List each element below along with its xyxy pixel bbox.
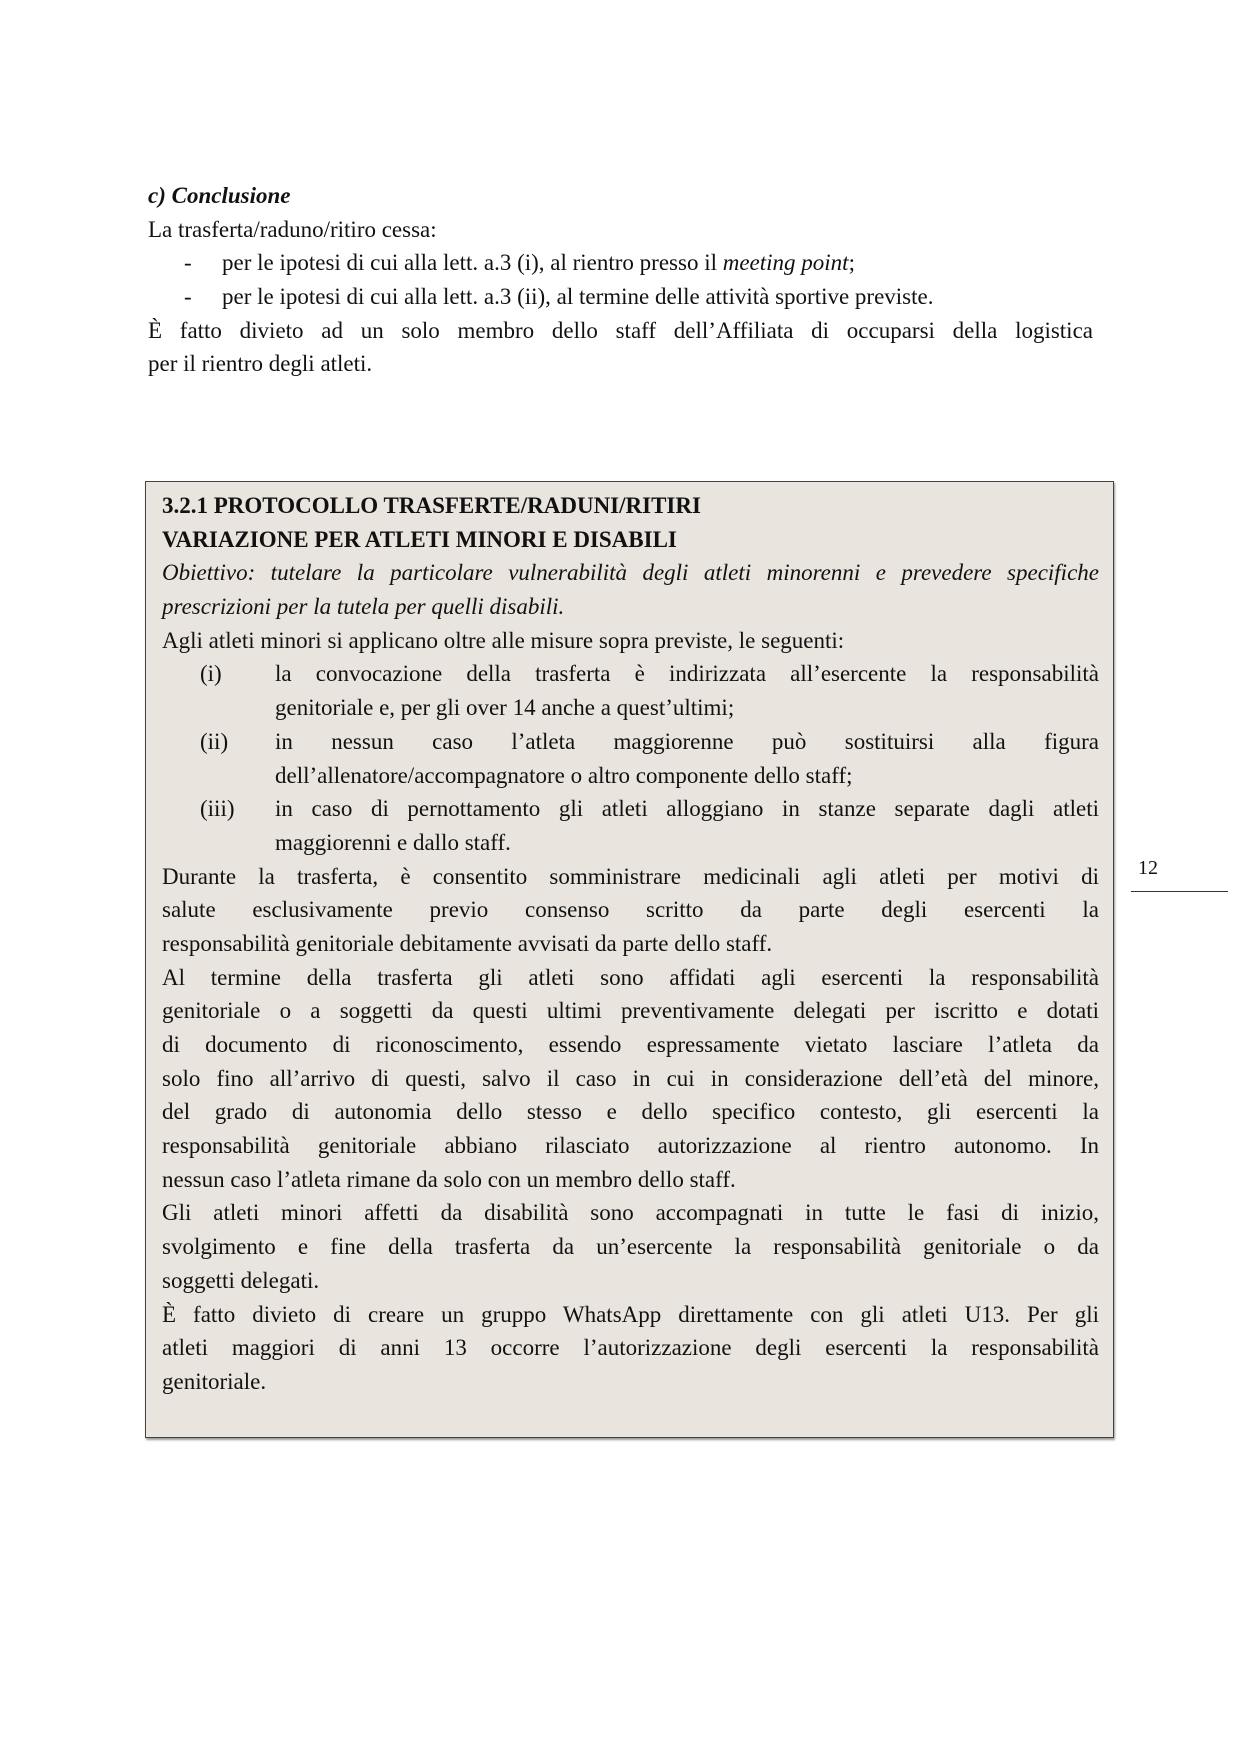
- item-text: [275, 657, 1099, 724]
- paragraph: [162, 1196, 1099, 1297]
- paragraph-line: responsabilità genitoriale debitamente avvisati da parte dello staff.: [162, 930, 773, 956]
- box-title: 3.2.1 PROTOCOLLO TRASFERTE/RADUNI/RITIRI: [162, 493, 701, 518]
- dash-marker: -: [184, 250, 192, 276]
- paragraph-line: È fatto divieto di creare un gruppo WhatsApp direttamente con gli atleti U13. Per gli: [162, 1301, 1099, 1327]
- section-heading: c) Conclusione: [148, 183, 291, 208]
- conclusion-section: [148, 179, 1093, 381]
- dash-marker: -: [184, 284, 192, 310]
- paragraph: [162, 1298, 1099, 1399]
- bullet-text: [222, 280, 933, 314]
- item-line: in caso di pernottamento gli atleti alloggiano in stanze separate dagli atleti: [275, 796, 1099, 822]
- item-line: la convocazione della trasferta è indirizzata all’esercente la responsabilità: [275, 661, 1099, 687]
- paragraph-line: Al termine della trasferta gli atleti sono affidati agli esercenti la responsabilità: [162, 964, 1099, 990]
- paragraph-line: del grado di autonomia dello stesso e dello specifico contesto, gli esercenti la: [162, 1099, 1099, 1125]
- paragraph: [162, 961, 1099, 1197]
- paragraph-line: responsabilità genitoriale abbiano rilasciato autorizzazione al rientro autonomo. In: [162, 1133, 1099, 1159]
- paragraph-line: di documento di riconoscimento, essendo espressamente vietato lasciare l’atleta da: [162, 1032, 1099, 1057]
- paragraph-line: salute esclusivamente previo consenso scritto da parte degli esercenti la: [162, 897, 1099, 923]
- list-item: [162, 792, 1099, 859]
- intro-text: La trasferta/raduno/ritiro cessa:: [148, 216, 437, 242]
- bullet-text-main: per le ipotesi di cui alla lett. a.3 (i), al rientro presso il: [222, 250, 723, 276]
- protocol-box: [145, 481, 1114, 1438]
- objective-line: Obiettivo: tutelare la particolare vulnerabilità degli atleti minorenni e prevedere specifiche: [162, 560, 1099, 586]
- item-text: [275, 725, 1099, 792]
- item-line: dell’allenatore/accompagnatore o altro componente dello staff;: [275, 762, 853, 788]
- paragraph-line: soggetti delegati.: [162, 1267, 320, 1293]
- bullet-text-main: per le ipotesi di cui alla lett. a.3 (ii), al termine delle attività sportive previste.: [222, 284, 934, 310]
- paragraph-line: nessun caso l’atleta rimane da solo con un membro dello staff.: [162, 1166, 736, 1192]
- closing-line: per il rientro degli atleti.: [148, 351, 373, 377]
- bullet-text: [222, 246, 855, 280]
- item-line: maggiorenni e dallo staff.: [275, 829, 511, 855]
- bullet-text-italic: meeting point: [722, 250, 849, 276]
- item-label: (ii): [200, 728, 229, 754]
- item-text: [275, 792, 1099, 859]
- box-subtitle: VARIAZIONE PER ATLETI MINORI E DISABILI: [162, 526, 677, 552]
- item-label: (i): [200, 661, 222, 687]
- item-label: (iii): [200, 796, 235, 822]
- objective-line: prescrizioni per la tutela per quelli disabili.: [162, 594, 565, 620]
- bullet-text-tail: ;: [848, 250, 855, 276]
- paragraph-line: Gli atleti minori affetti da disabilità sono accompagnati in tutte le fasi di inizio,: [162, 1200, 1099, 1226]
- page-number: 12: [1138, 857, 1158, 879]
- item-line: genitoriale e, per gli over 14 anche a quest’ultimi;: [275, 695, 735, 721]
- paragraph-line: solo fino all’arrivo di questi, salvo il caso in cui in considerazione dell’età del minore,: [162, 1065, 1099, 1091]
- paragraph: [162, 860, 1099, 961]
- item-line: in nessun caso l’atleta maggiorenne può sostituirsi alla figura: [275, 728, 1099, 754]
- paragraph-line: atleti maggiori di anni 13 occorre l’autorizzazione degli esercenti la responsabilità: [162, 1335, 1099, 1361]
- list-item: [162, 725, 1099, 792]
- paragraph-line: svolgimento e fine della trasferta da un’esercente la responsabilità genitoriale o da: [162, 1234, 1099, 1260]
- page-number-rule: [1131, 891, 1228, 892]
- paragraph-line: genitoriale.: [162, 1368, 267, 1394]
- bullet-item: [148, 280, 1093, 314]
- closing-line: È fatto divieto ad un solo membro dello staff dell’Affiliata di occuparsi della logistica: [148, 317, 1093, 343]
- bullet-item: [148, 246, 1093, 280]
- paragraph-line: Durante la trasferta, è consentito somministrare medicinali agli atleti per motivi di: [162, 863, 1099, 889]
- list-item: [162, 657, 1099, 724]
- box-intro: Agli atleti minori si applicano oltre alle misure sopra previste, le seguenti:: [162, 627, 845, 653]
- paragraph-line: genitoriale o a soggetti da questi ultimi preventivamente delegati per iscritto e dotati: [162, 998, 1099, 1024]
